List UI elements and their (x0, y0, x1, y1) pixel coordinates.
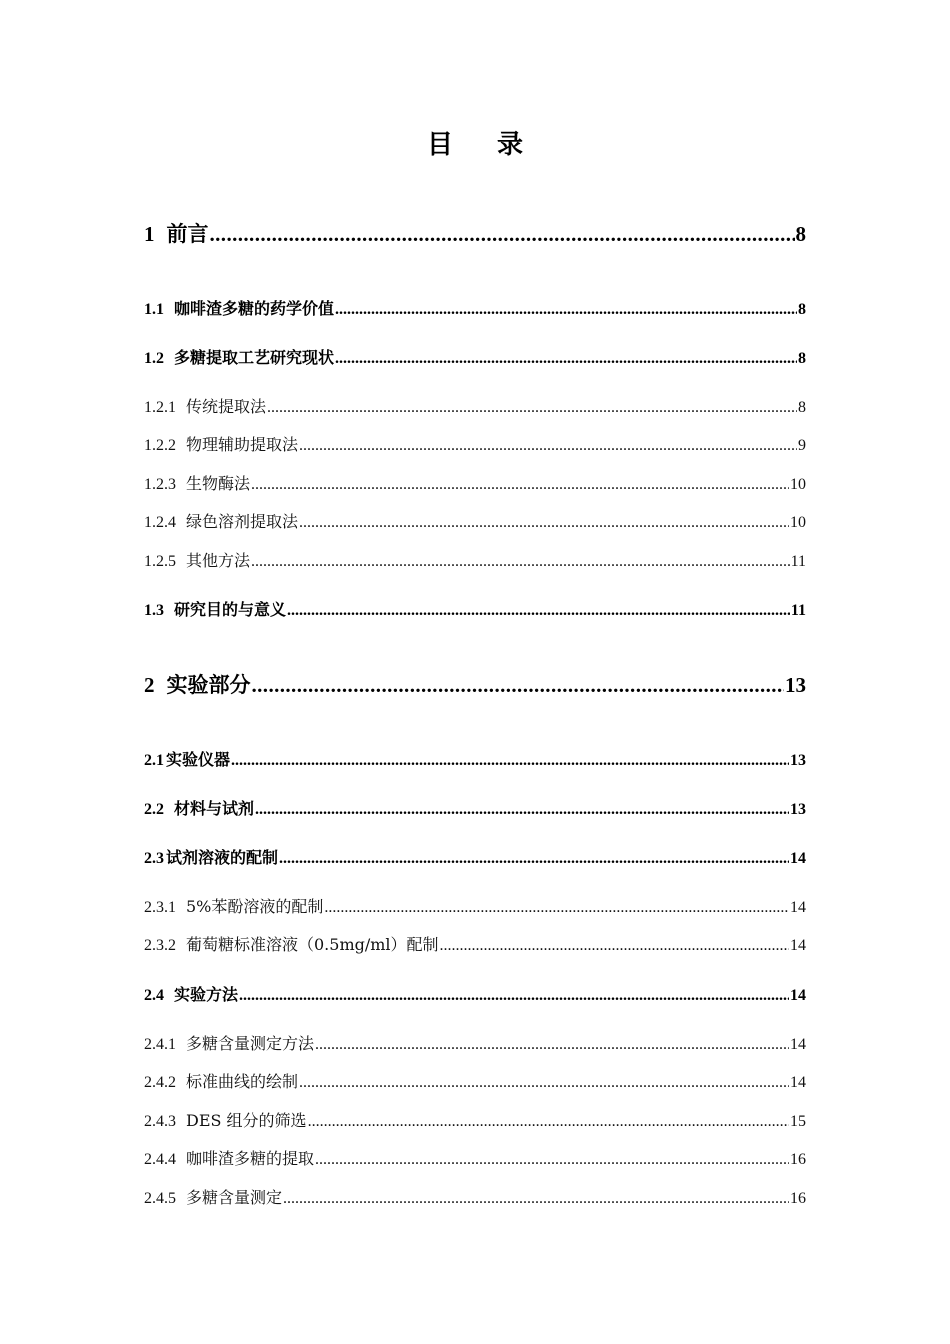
toc-entry[interactable] (144, 597, 806, 620)
toc-entry[interactable] (144, 296, 806, 319)
toc-entry[interactable] (144, 669, 806, 699)
toc-entry-title: 其他方法 (186, 551, 251, 570)
toc-entry-title: 多糖含量测定 (186, 1188, 283, 1207)
toc-entry-number: 2 (144, 673, 155, 697)
toc-entry-title: 实验方法 (174, 985, 239, 1004)
toc-entry-page: 14 (790, 899, 806, 916)
toc-entry-page: 14 (790, 937, 806, 954)
toc-entry-number: 1.2.2 (144, 437, 176, 454)
toc-entry-number: 1.2.4 (144, 514, 176, 531)
toc-entry-title: 标准曲线的绘制 (186, 1072, 299, 1091)
toc-entry[interactable] (144, 796, 806, 819)
toc-entry-number: 1.2.1 (144, 399, 176, 416)
toc-leader-dots (210, 222, 795, 247)
toc-entry[interactable] (144, 548, 806, 571)
toc-leader-dots (283, 1190, 789, 1208)
toc-leader-dots (324, 899, 789, 917)
toc-entry-page: 11 (790, 553, 806, 570)
toc-leader-dots (299, 437, 797, 455)
toc-entry[interactable] (144, 894, 806, 917)
toc-entry-number: 2.1 (144, 752, 164, 769)
toc-leader-dots (255, 801, 789, 819)
toc-entry-page: 8 (798, 350, 806, 367)
toc-leader-dots (440, 937, 789, 955)
toc-entry-page: 14 (790, 850, 806, 867)
toc-leader-dots (231, 752, 789, 770)
toc-entry-title: 实验部分 (166, 673, 251, 697)
toc-leader-dots (299, 514, 789, 532)
toc-entry-page: 15 (790, 1113, 806, 1130)
toc-leader-dots (239, 987, 789, 1005)
toc-entry[interactable] (144, 747, 806, 770)
toc-entry-number: 1 (144, 222, 155, 246)
toc-leader-dots (335, 350, 797, 368)
toc-entry[interactable] (144, 1185, 806, 1208)
toc-leader-dots (279, 850, 789, 868)
toc-entry-number: 1.2.3 (144, 476, 176, 493)
toc-leader-dots (251, 476, 789, 494)
toc-entry[interactable] (144, 1069, 806, 1092)
toc-entry[interactable] (144, 982, 806, 1005)
toc-entry[interactable] (144, 218, 806, 248)
toc-entry-title: 传统提取法 (186, 397, 267, 416)
toc-entry[interactable] (144, 1108, 806, 1131)
toc-entry-page: 10 (790, 514, 806, 531)
toc-entry-page: 11 (790, 602, 806, 619)
toc-entry-title: 咖啡渣多糖的提取 (186, 1149, 315, 1168)
toc-entry-page: 8 (798, 399, 806, 416)
toc-entry-title: 葡萄糖标准溶液（0.5mg/ml）配制 (186, 935, 439, 954)
toc-entry-title: 多糖提取工艺研究现状 (174, 348, 335, 367)
toc-entry-page: 13 (785, 673, 806, 697)
toc-entry-title: 材料与试剂 (174, 799, 255, 818)
toc-entry-page: 14 (790, 1036, 806, 1053)
toc-leader-dots (267, 399, 797, 417)
toc-entry[interactable] (144, 345, 806, 368)
toc-entry[interactable] (144, 471, 806, 494)
toc-leader-dots (251, 553, 790, 571)
toc-leader-dots (287, 602, 790, 620)
toc-entry-number: 2.3 (144, 850, 164, 867)
toc-leader-dots (315, 1036, 789, 1054)
toc-entry-page: 9 (798, 437, 806, 454)
toc-entry-number: 2.3.2 (144, 937, 176, 954)
toc-entry-number: 2.4.2 (144, 1074, 176, 1091)
toc-entry-title: 生物酶法 (186, 474, 251, 493)
toc-entry-number: 1.1 (144, 301, 164, 318)
toc-entry-number: 2.2 (144, 801, 164, 818)
toc-entry-page: 16 (790, 1151, 806, 1168)
toc-entry-title: 试剂溶液的配制 (166, 848, 279, 867)
toc-entry-page: 14 (790, 987, 806, 1004)
toc-entry-page: 16 (790, 1190, 806, 1207)
toc-leader-dots (335, 301, 797, 319)
toc-entry[interactable] (144, 1146, 806, 1169)
toc-entry-number: 2.4.3 (144, 1113, 176, 1130)
toc-entry-number: 2.4.1 (144, 1036, 176, 1053)
toc-entry-number: 1.2 (144, 350, 164, 367)
toc-entry-number: 1.2.5 (144, 553, 176, 570)
toc-entry-page: 13 (790, 752, 806, 769)
toc-entry-title: 多糖含量测定方法 (186, 1034, 315, 1053)
toc-title: 目录 (426, 130, 567, 160)
toc-entry-title: 咖啡渣多糖的药学价值 (174, 299, 335, 318)
toc-entry-title: 实验仪器 (166, 750, 231, 769)
toc-leader-dots (308, 1113, 789, 1131)
table-of-contents (144, 0, 806, 1344)
toc-entry-number: 2.4 (144, 987, 164, 1004)
toc-entry[interactable] (144, 509, 806, 532)
toc-entry[interactable] (144, 432, 806, 455)
toc-entry-number: 2.3.1 (144, 899, 176, 916)
toc-leader-dots (315, 1151, 789, 1169)
toc-entry-title: 研究目的与意义 (174, 600, 287, 619)
toc-leader-dots (252, 673, 785, 698)
toc-entry-page: 13 (790, 801, 806, 818)
toc-entry-title: 前言 (166, 222, 209, 246)
toc-leader-dots (299, 1074, 789, 1092)
toc-entry-number: 1.3 (144, 602, 164, 619)
toc-entry-page: 14 (790, 1074, 806, 1091)
toc-entry-number: 2.4.4 (144, 1151, 176, 1168)
toc-entry-title: 绿色溶剂提取法 (186, 512, 299, 531)
toc-entry[interactable] (144, 1031, 806, 1054)
toc-entry[interactable] (144, 932, 806, 955)
toc-entry[interactable] (144, 394, 806, 417)
toc-entry[interactable] (144, 845, 806, 868)
toc-entry-page: 8 (795, 222, 806, 246)
toc-entry-title: 物理辅助提取法 (186, 435, 299, 454)
toc-entry-title: DES 组分的筛选 (186, 1111, 307, 1130)
toc-entry-title: 5%苯酚溶液的配制 (186, 897, 324, 916)
toc-entry-number: 2.4.5 (144, 1190, 176, 1207)
toc-entry-page: 10 (790, 476, 806, 493)
toc-entry-page: 8 (798, 301, 806, 318)
